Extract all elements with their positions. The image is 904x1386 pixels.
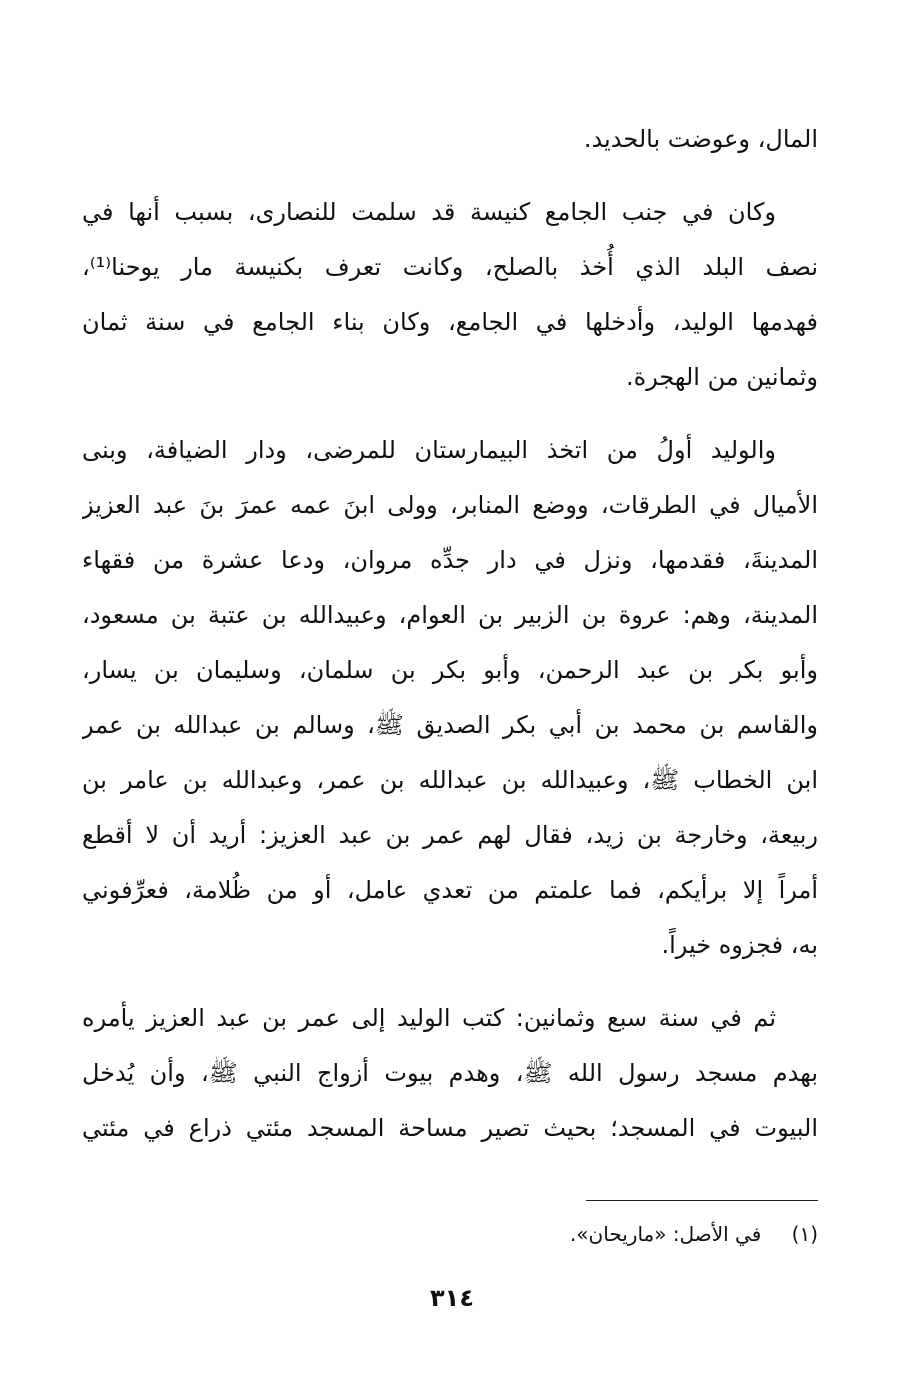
text-line: ابن الخطاب ﷺ، وعبيدالله بن عبدالله بن عمر، وعبدالله بن عامر بن — [82, 766, 818, 794]
paragraph-gap — [82, 167, 818, 185]
text-line: البيوت في المسجد؛ بحيث تصير مساحة المسجد مئتي ذراع في مئتي — [82, 1114, 818, 1142]
text-line: بهدم مسجد رسول الله ﷺ، وهدم بيوت أزواج النبي ﷺ، وأن يُدخل — [82, 1059, 818, 1087]
footnote-number: (١) — [791, 1222, 818, 1246]
text-line: ربيعة، وخارجة بن زيد، فقال لهم عمر بن عبد العزيز: أريد أن لا أقطع — [82, 821, 818, 849]
main-text — [82, 112, 818, 1156]
text-line: وكان في جنب الجامع كنيسة قد سلمت للنصارى، بسبب أنها في — [82, 198, 776, 226]
text-line: أمراً إلا برأيكم، فما علمتم من تعدي عامل، أو من ظُلامة، فعرِّفوني — [82, 876, 818, 904]
text-line: وأبو بكر بن عبد الرحمن، وأبو بكر بن سلمان، وسليمان بن يسار، — [82, 656, 818, 684]
text-line: ثم في سنة سبع وثمانين: كتب الوليد إلى عمر بن عبد العزيز يأمره — [82, 1004, 776, 1032]
footnote-separator — [586, 1200, 818, 1201]
text-line: وثمانين من الهجرة. — [625, 363, 818, 391]
footnote — [218, 1218, 818, 1250]
text-line: الأميال في الطرقات، ووضع المنابر، وولى ابنَ عمه عمرَ بنَ عبد العزيز — [82, 491, 818, 519]
text-line: والوليد أولُ من اتخذ البيمارستان للمرضى، ودار الضيافة، وبنى — [82, 436, 776, 464]
page-number: ٣١٤ — [430, 1284, 474, 1312]
paragraph-gap — [82, 405, 818, 423]
text-line: به، فجزوه خيراً. — [661, 931, 818, 959]
paragraph-gap — [82, 973, 818, 991]
footnote-text: في الأصل: «ماريحان». — [569, 1222, 762, 1246]
text-line: نصف البلد الذي أُخذ بالصلح، وكانت تعرف بكنيسة مار يوحنا⁽¹⁾، — [82, 253, 818, 281]
text-line: المدينة، وهم: عروة بن الزبير بن العوام، وعبيدالله بن عتبة بن مسعود، — [82, 601, 818, 629]
text-line: المدينةَ، فقدمها، ونزل في دار جدِّه مروان، ودعا عشرة من فقهاء — [82, 546, 818, 574]
text-line: المال، وعوضت بالحديد. — [583, 125, 818, 153]
text-line: والقاسم بن محمد بن أبي بكر الصديق ﷺ، وسالم بن عبدالله بن عمر — [82, 711, 818, 739]
text-line: فهدمها الوليد، وأدخلها في الجامع، وكان بناء الجامع في سنة ثمان — [82, 308, 818, 336]
